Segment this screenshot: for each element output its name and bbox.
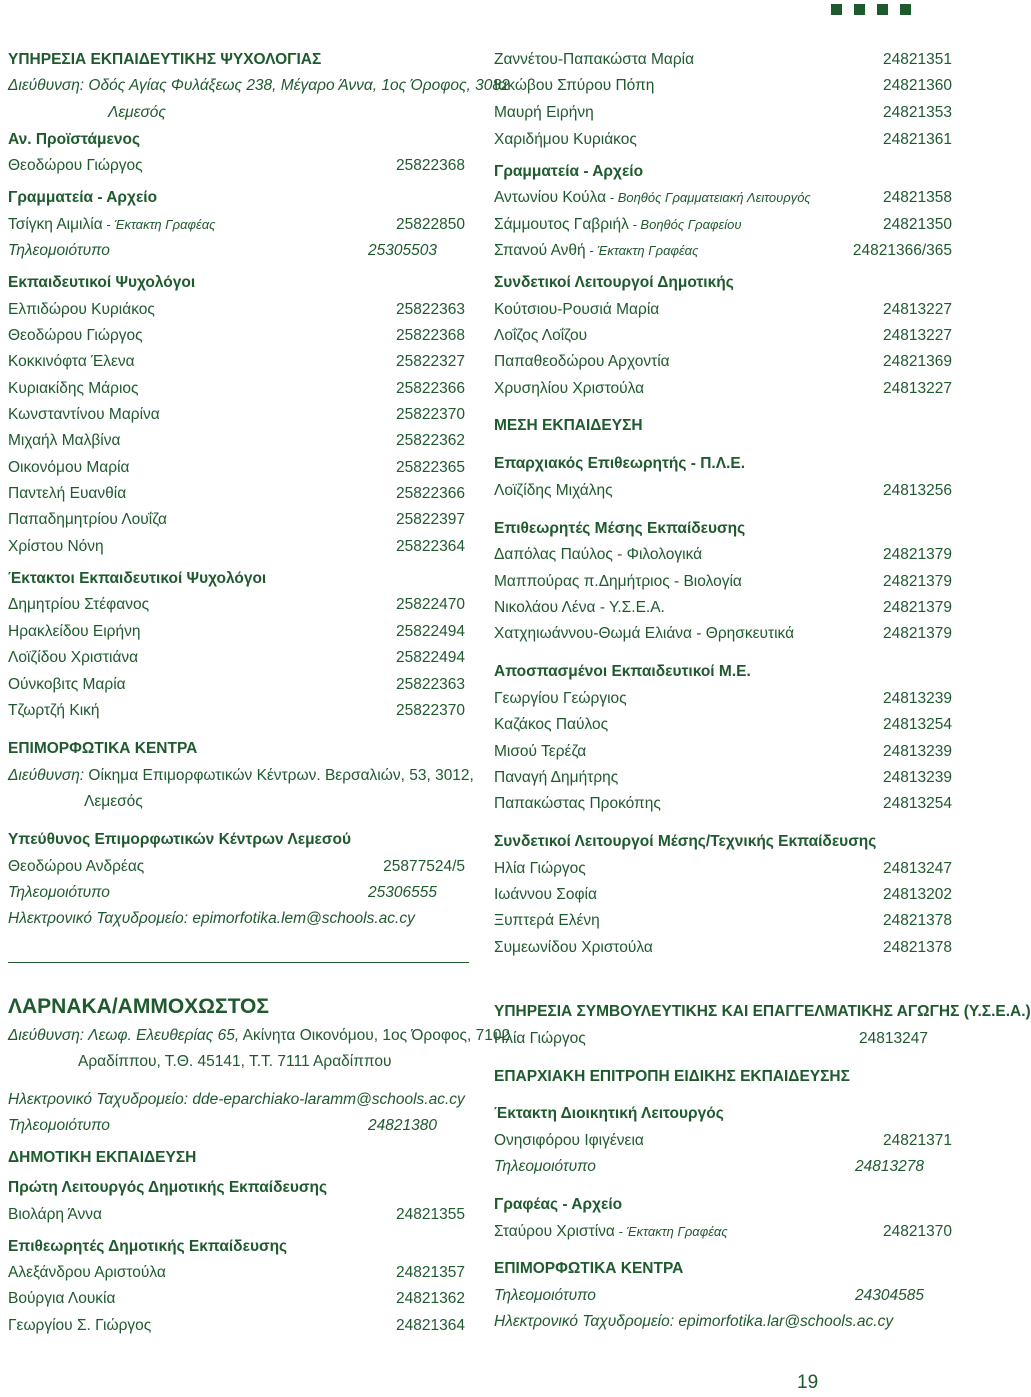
- phone-number: 25822365: [396, 459, 465, 476]
- phone-number: 25822470: [396, 596, 465, 613]
- entry-role: - Έκτακτη Γραφέας: [614, 1224, 728, 1239]
- list-item: [8, 1203, 465, 1227]
- phone-number: 24821351: [883, 51, 952, 68]
- entry-name: [8, 1261, 166, 1285]
- phone-number: 24813254: [883, 795, 952, 812]
- entry-label: Κούτσιου-Ρουσιά Μαρία: [494, 301, 660, 318]
- entry-label: Συμεωνίδου Χριστούλα: [494, 939, 653, 956]
- heading-text: [494, 1193, 622, 1217]
- entry-name: [78, 1050, 392, 1074]
- entry-label: Σάμμουτος Γαβριήλ: [494, 216, 629, 233]
- entry-label: Διεύθυνση: Οδός Αγίας Φυλάξεως 238, Μέγαρο Άννα, 1ος Όροφος, 3082: [8, 77, 510, 94]
- entry-label: Ονησιφόρου Ιφιγένεια: [494, 1132, 644, 1149]
- phone-number: 24821364: [396, 1317, 465, 1334]
- entry-label: ΕΠΙΜΟΡΦΩΤΙΚΑ ΚΕΝΤΡΑ: [494, 1260, 684, 1277]
- heading-text: [494, 1102, 724, 1126]
- entry-label: Αλεξάνδρου Αριστούλα: [8, 1264, 166, 1281]
- entry-label: Θεοδώρου Γιώργος: [8, 157, 143, 174]
- phone-number: 24821357: [396, 1264, 465, 1281]
- entry-label: Ηλεκτρονικό Ταχυδρομείο: epimorfotika.lar@schools.ac.cy: [494, 1313, 894, 1330]
- phone-number: 24813247: [883, 860, 952, 877]
- entry-label: Μαππούρας π.Δημήτριος - Βιολογία: [494, 573, 742, 590]
- entry-label: Παπαθεοδώρου Αρχοντία: [494, 353, 670, 370]
- phone-number: 24813278: [855, 1158, 924, 1175]
- phone-number: 25822397: [396, 511, 465, 528]
- entry-label: Πρώτη Λειτουργός Δημοτικής Εκπαίδευσης: [8, 1179, 327, 1196]
- phone-number: 24304585: [855, 1287, 924, 1304]
- phone-number: 25305503: [368, 242, 437, 259]
- entry-label: Έκτακτη Διοικητική Λειτουργός: [494, 1105, 724, 1122]
- section-heading: [494, 1102, 952, 1126]
- entry-label: Χρυσηλίου Χριστούλα: [494, 380, 645, 397]
- entry-label: Καζάκος Παύλος: [494, 716, 609, 733]
- phone-number: 24821361: [883, 131, 952, 148]
- entry-label: Γραμματεία - Αρχείο: [8, 189, 158, 206]
- entry-label: Δαπόλας Παύλος - Φιλολογικά: [494, 546, 703, 563]
- phone-number: 24813227: [883, 380, 952, 397]
- phone-number: 24821379: [883, 573, 952, 590]
- entry-role: - Έκτακτη Γραφέας: [102, 217, 216, 232]
- entry-label: Μισού Τερέζα: [494, 743, 587, 760]
- section-heading: [8, 1235, 465, 1259]
- phone-number: 25822364: [396, 538, 465, 555]
- phone-number: 24821355: [396, 1206, 465, 1223]
- entry-label: Οικονόμου Μαρία: [8, 459, 130, 476]
- phone-number: 25306555: [368, 884, 437, 901]
- heading-text: [8, 1176, 327, 1200]
- list-item: [8, 1114, 465, 1138]
- phone-number: 24821358: [883, 189, 952, 206]
- phone-number: 24813239: [883, 743, 952, 760]
- entry-role: - Βοηθός Γραμματειακή Λειτουργός: [606, 190, 811, 205]
- entry-label: Ηλία Γιώργος: [494, 1030, 586, 1047]
- entry-label: Επιθεωρητές Μέσης Εκπαίδευσης: [494, 520, 746, 537]
- entry-label: Ηλία Γιώργος: [494, 860, 586, 877]
- phone-number: 24813256: [883, 482, 952, 499]
- heading-text: [8, 1235, 287, 1259]
- phone-number: 24813239: [883, 769, 952, 786]
- phone-number: 24821371: [883, 1132, 952, 1149]
- entry-label: Γραμματεία - Αρχείο: [494, 163, 644, 180]
- entry-label: Αραδίππου, Τ.Θ. 45141, Τ.Τ. 7111 Αραδίππου: [78, 1053, 392, 1070]
- entry-label: Νικολάου Λένα - Υ.Σ.Ε.Α.: [494, 599, 665, 616]
- section-heading: [8, 1176, 465, 1200]
- entry-label: Θεοδώρου Γιώργος: [8, 327, 143, 344]
- heading-text: [494, 1000, 1031, 1024]
- list-item: [8, 1088, 465, 1112]
- entry-label: Παντελή Ευανθία: [8, 485, 127, 502]
- entry-label: Τηλεομοιότυπο: [494, 1158, 596, 1175]
- entry-label: Τηλεομοιότυπο: [8, 884, 110, 901]
- section-heading: [494, 1000, 1031, 1024]
- phone-number: 25877524/5: [383, 858, 465, 875]
- entry-label: Διεύθυνση:: [8, 767, 85, 784]
- entry-name: [8, 1088, 465, 1112]
- entry-label: Σταύρου Χριστίνα: [494, 1223, 615, 1240]
- phone-number: 24821353: [883, 104, 952, 121]
- section-heading: [8, 1146, 465, 1170]
- entry-label: Τηλεομοιότυπο: [494, 1287, 596, 1304]
- phone-number: 24821379: [883, 625, 952, 642]
- entry-label: Λοΐζος Λοΐζου: [494, 327, 588, 344]
- phone-number: 24821379: [883, 546, 952, 563]
- phone-number: 25822363: [396, 676, 465, 693]
- entry-label: Συνδετικοί Λειτουργοί Δημοτικής: [494, 274, 734, 291]
- entry-label: ΔΗΜΟΤΙΚΗ ΕΚΠΑΙΔΕΥΣΗ: [8, 1149, 197, 1166]
- entry-label: Χαριδήμου Κυριάκος: [494, 131, 637, 148]
- entry-label: Λεμεσός: [108, 104, 166, 121]
- entry-name: [8, 1287, 115, 1311]
- phone-number: 25822494: [396, 623, 465, 640]
- entry-label: Μαυρή Ειρήνη: [494, 104, 594, 121]
- heading-text: [8, 1146, 196, 1170]
- entry-name: [494, 1220, 728, 1244]
- entry-name: [8, 1114, 110, 1138]
- entry-label: Σπανού Ανθή: [494, 242, 586, 259]
- entry-label: Ούνκοβιτς Μαρία: [8, 676, 126, 693]
- list-item: [494, 1027, 952, 1051]
- phone-number: 25822366: [396, 485, 465, 502]
- entry-name: [8, 1314, 151, 1338]
- entry-label: Διεύθυνση: Λεωφ. Ελευθερίας 65,: [8, 1027, 240, 1044]
- entry-name: [494, 1310, 893, 1334]
- entry-label: Εκπαιδευτικοί Ψυχολόγοι: [8, 274, 196, 291]
- phone-number: 25822494: [396, 649, 465, 666]
- list-item: [494, 1220, 952, 1244]
- entry-label: Παπακώστας Προκόπης: [494, 795, 661, 812]
- list-item: [8, 1050, 465, 1074]
- phone-number: 24821370: [883, 1223, 952, 1240]
- phone-number: 25822370: [396, 702, 465, 719]
- entry-label: Αντωνίου Κούλα: [494, 189, 607, 206]
- entry-label: Ξυπτερά Ελένη: [494, 912, 600, 929]
- phone-number: 24821350: [883, 216, 952, 233]
- entry-label: ΜΕΣΗ ΕΚΠΑΙΔΕΥΣΗ: [494, 417, 643, 434]
- entry-label: Τσίγκη Αιμιλία: [8, 216, 103, 233]
- entry-label: Μιχαήλ Μαλβίνα: [8, 432, 121, 449]
- entry-label: Χρίστου Νόνη: [8, 538, 104, 555]
- entry-label: Ιωάννου Σοφία: [494, 886, 597, 903]
- entry-name: [494, 1027, 586, 1051]
- entry-name: [494, 1284, 596, 1308]
- entry-label: Γεωργίου Σ. Γιώργος: [8, 1317, 152, 1334]
- phone-number: 24821369: [883, 353, 952, 370]
- entry-label: Γεωργίου Γεώργιος: [494, 690, 627, 707]
- entry-label: Τηλεομοιότυπο: [8, 242, 110, 259]
- entry-label: Ελπιδώρου Κυριάκος: [8, 301, 155, 318]
- entry-label: Χατχηιωάννου-Θωμά Ελιάνα - Θρησκευτικά: [494, 625, 795, 642]
- entry-name: [8, 1024, 510, 1048]
- entry-label: Κυριακίδης Μάριος: [8, 380, 139, 397]
- entry-name: [494, 1129, 644, 1153]
- phone-number: 25822366: [396, 380, 465, 397]
- list-item: [8, 1024, 511, 1048]
- entry-label: Αν. Προϊστάμενος: [8, 131, 141, 148]
- phone-number: 25822362: [396, 432, 465, 449]
- right-column-bottom: [494, 0, 1031, 1350]
- section-heading: [494, 1193, 952, 1217]
- phone-number: 24813254: [883, 716, 952, 733]
- phone-number: 25822368: [396, 327, 465, 344]
- entry-label: Τζωρτζή Κική: [8, 702, 100, 719]
- entry-label: Λεμεσός: [84, 793, 143, 810]
- entry-label: Κωνσταντίνου Μαρίνα: [8, 406, 160, 423]
- entry-label: Λοϊζίδης Μιχάλης: [494, 482, 613, 499]
- list-item: [494, 1155, 952, 1179]
- list-item: [494, 1284, 952, 1308]
- entry-label: Συνδετικοί Λειτουργοί Μέσης/Τεχνικής Εκπαίδευσης: [494, 833, 877, 850]
- entry-role: - Έκτακτη Γραφέας: [585, 243, 699, 258]
- phone-number: 25822370: [396, 406, 465, 423]
- phone-number: 24821378: [883, 912, 952, 929]
- phone-number: 25822327: [396, 353, 465, 370]
- phone-number: 24813239: [883, 690, 952, 707]
- entry-label: Ηλεκτρονικό Ταχυδρομείο: dde-eparchiako-laramm@schools.ac.cy: [8, 1091, 465, 1108]
- phone-number: 25822363: [396, 301, 465, 318]
- entry-label: Επαρχιακός Επιθεωρητής - Π.Λ.Ε.: [494, 455, 746, 472]
- entry-label: Βιολάρη Άννα: [8, 1206, 102, 1223]
- entry-label: Θεοδώρου Ανδρέας: [8, 858, 145, 875]
- region-title: ΛΑΡΝΑΚΑ/ΑΜΜΟΧΩΣΤΟΣ: [8, 995, 269, 1018]
- section-heading: [494, 1065, 952, 1089]
- phone-number: 24821378: [883, 939, 952, 956]
- phone-number: 24821379: [883, 599, 952, 616]
- phone-number: 24813227: [883, 327, 952, 344]
- phone-number: 25822850: [396, 216, 465, 233]
- entry-detail: Ακίνητα Οικονόμου, 1ος Όροφος, 7102: [239, 1027, 511, 1044]
- phone-number: 24813227: [883, 301, 952, 318]
- phone-number: 24821366/365: [852, 242, 952, 259]
- entry-label: Επιθεωρητές Δημοτικής Εκπαίδευσης: [8, 1238, 288, 1255]
- entry-label: Παπαδημητρίου Λουΐζα: [8, 511, 167, 528]
- phone-number: 24813247: [859, 1030, 928, 1047]
- entry-name: [494, 1155, 596, 1179]
- entry-label: Λοϊζίδου Χριστιάνα: [8, 649, 139, 666]
- entry-label: Γραφέας - Αρχείο: [494, 1196, 623, 1213]
- entry-label: Ιακώβου Σπύρου Πόπη: [494, 77, 655, 94]
- entry-label: Ζαννέτου-Παπακώστα Μαρία: [494, 51, 695, 68]
- entry-label: Ηρακλείδου Ειρήνη: [8, 623, 141, 640]
- phone-number: 25822368: [396, 157, 465, 174]
- entry-label: Ηλεκτρονικό Ταχυδρομείο: epimorfotika.lem@schools.ac.cy: [8, 910, 415, 927]
- entry-label: ΥΠΗΡΕΣΙΑ ΕΚΠΑΙΔΕΥΤΙΚΗΣ ΨΥΧΟΛΟΓΙΑΣ: [8, 51, 322, 68]
- list-item: [494, 1310, 952, 1334]
- entry-label: Τηλεομοιότυπο: [8, 1117, 110, 1134]
- entry-label: Υπεύθυνος Επιμορφωτικών Κέντρων Λεμεσού: [8, 831, 351, 848]
- entry-label: Έκτακτοι Εκπαιδευτικοί Ψυχολόγοι: [8, 570, 267, 587]
- list-item: [8, 1261, 465, 1285]
- phone-number: 24821360: [883, 77, 952, 94]
- entry-label: ΕΠΙΜΟΡΦΩΤΙΚΑ ΚΕΝΤΡΑ: [8, 740, 198, 757]
- entry-label: Βούργια Λουκία: [8, 1290, 116, 1307]
- entry-label: Παναγή Δημήτρης: [494, 769, 619, 786]
- heading-text: [494, 1065, 850, 1089]
- list-item: [8, 1287, 465, 1311]
- phone-number: 24813202: [883, 886, 952, 903]
- left-column-bottom: [8, 0, 511, 1350]
- list-item: [494, 1129, 952, 1153]
- entry-name: [8, 1203, 102, 1227]
- section-heading: [494, 1257, 952, 1281]
- entry-label: Αποσπασμένοι Εκπαιδευτικοί Μ.Ε.: [494, 663, 751, 680]
- list-item: [8, 1314, 465, 1338]
- entry-role: - Βοηθός Γραφείου: [628, 217, 742, 232]
- entry-label: ΥΠΗΡΕΣΙΑ ΣΥΜΒΟΥΛΕΥΤΙΚΗΣ ΚΑΙ ΕΠΑΓΓΕΛΜΑΤΙΚΗΣ ΑΓΩΓΗΣ (Υ.Σ.Ε.Α.): [494, 1003, 1031, 1020]
- entry-detail: Οίκημα Επιμορφωτικών Κέντρων. Βερσαλιών, 53, 3012,: [84, 767, 474, 784]
- heading-text: [494, 1257, 683, 1281]
- entry-label: Κοκκινόφτα Έλενα: [8, 353, 135, 370]
- phone-number: 24821362: [396, 1290, 465, 1307]
- entry-label: ΕΠΑΡΧΙΑΚΗ ΕΠΙΤΡΟΠΗ ΕΙΔΙΚΗΣ ΕΚΠΑΙΔΕΥΣΗΣ: [494, 1068, 850, 1085]
- page-number: 19: [797, 1372, 819, 1393]
- phone-number: 24821380: [368, 1117, 437, 1134]
- entry-label: Δημητρίου Στέφανος: [8, 596, 150, 613]
